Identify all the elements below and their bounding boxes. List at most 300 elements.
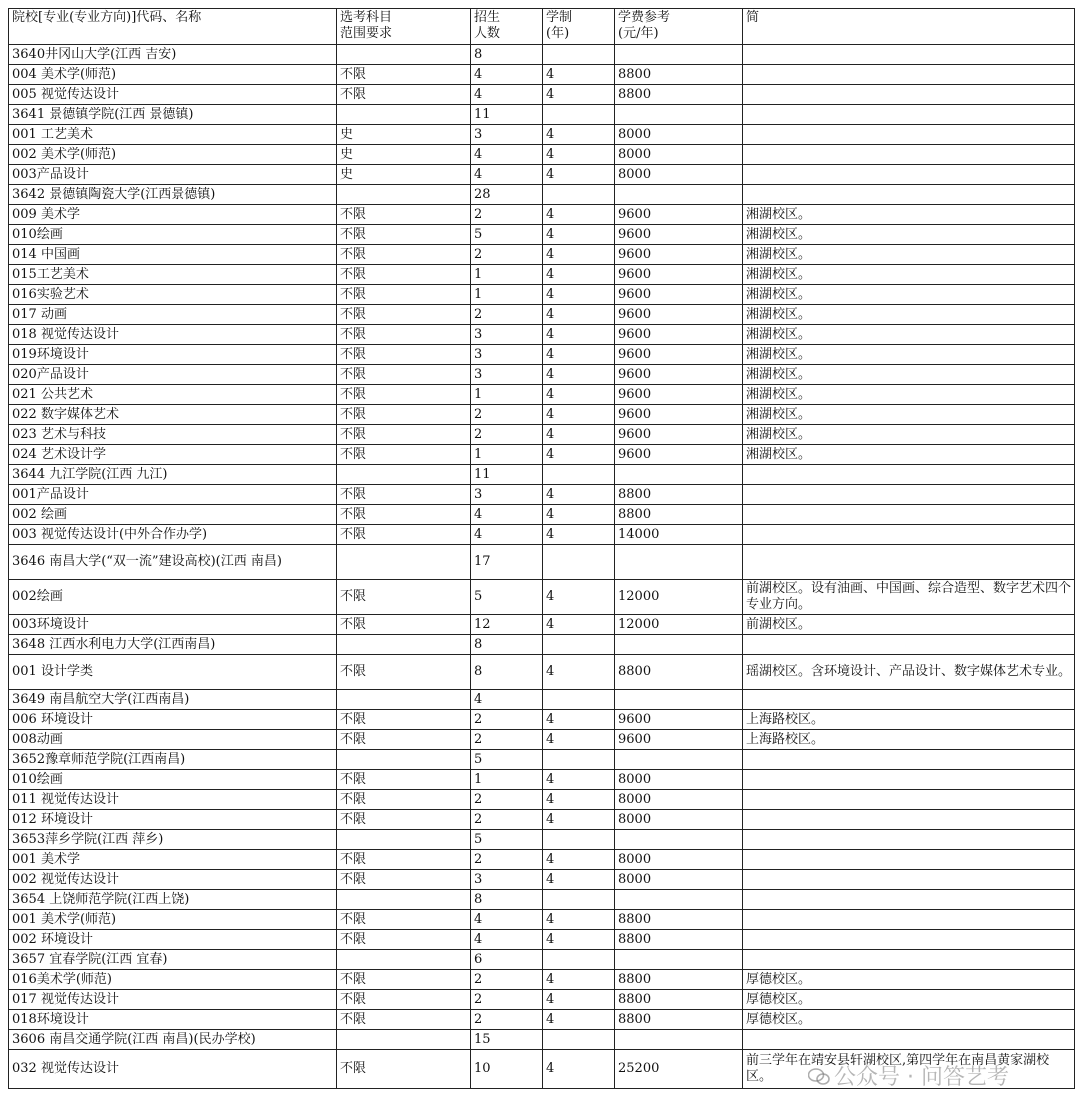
table-cell: 1: [471, 385, 543, 405]
table-cell: 4: [543, 145, 615, 165]
table-cell: 9600: [615, 385, 743, 405]
table-cell: 001产品设计: [9, 485, 337, 505]
table-cell: 不限: [337, 730, 471, 750]
header-text: 院校[专业(专业方向)]代码、名称: [12, 10, 202, 25]
table-cell: 不限: [337, 505, 471, 525]
table-cell: [543, 830, 615, 850]
table-cell: 3654 上饶师范学院(江西上饶): [9, 890, 337, 910]
table-cell: 9600: [615, 405, 743, 425]
table-cell: 4: [543, 990, 615, 1010]
table-cell: 不限: [337, 485, 471, 505]
table-cell: 8000: [615, 850, 743, 870]
table-cell: 不限: [337, 425, 471, 445]
table-cell: [615, 105, 743, 125]
table-cell: 4: [543, 385, 615, 405]
table-cell: [615, 635, 743, 655]
table-row: [9, 325, 1075, 345]
table-row: [9, 365, 1075, 385]
table-cell: 1: [471, 445, 543, 465]
table-cell: 4: [543, 1010, 615, 1030]
table-cell: [337, 545, 471, 580]
table-row: [9, 850, 1075, 870]
table-row: [9, 910, 1075, 930]
table-cell: 1: [471, 285, 543, 305]
table-cell: 4: [471, 690, 543, 710]
table-cell: 12000: [615, 580, 743, 615]
table-cell: 8000: [615, 125, 743, 145]
table-cell: 4: [543, 485, 615, 505]
table-cell: 017 视觉传达设计: [9, 990, 337, 1010]
table-cell: 8800: [615, 65, 743, 85]
table-cell: 4: [471, 85, 543, 105]
table-cell: 8000: [615, 790, 743, 810]
table-cell: 9600: [615, 365, 743, 385]
school-row: [9, 545, 1075, 580]
table-cell: 9600: [615, 730, 743, 750]
table-cell: 25200: [615, 1050, 743, 1089]
table-cell: 015工艺美术: [9, 265, 337, 285]
table-row: [9, 245, 1075, 265]
table-cell: [743, 525, 1075, 545]
table-cell: 018 视觉传达设计: [9, 325, 337, 345]
table-row: [9, 710, 1075, 730]
table-cell: 006 环境设计: [9, 710, 337, 730]
school-row: [9, 750, 1075, 770]
table-cell: 003产品设计: [9, 165, 337, 185]
table-cell: 001 工艺美术: [9, 125, 337, 145]
table-row: [9, 770, 1075, 790]
table-cell: 003环境设计: [9, 615, 337, 635]
table-cell: 4: [543, 525, 615, 545]
table-cell: 4: [543, 810, 615, 830]
table-cell: 8800: [615, 505, 743, 525]
table-cell: 4: [471, 910, 543, 930]
table-row: [9, 655, 1075, 690]
table-cell: 3: [471, 125, 543, 145]
table-cell: [615, 690, 743, 710]
table-cell: 不限: [337, 405, 471, 425]
table-cell: 9600: [615, 710, 743, 730]
table-cell: 不限: [337, 580, 471, 615]
table-cell: 不限: [337, 365, 471, 385]
table-cell: 003 视觉传达设计(中外合作办学): [9, 525, 337, 545]
table-cell: 4: [471, 165, 543, 185]
table-cell: 4: [543, 65, 615, 85]
table-cell: [337, 635, 471, 655]
table-cell: 002 美术学(师范): [9, 145, 337, 165]
table-cell: 湘湖校区。: [743, 425, 1075, 445]
table-cell: 8000: [615, 770, 743, 790]
table-cell: 湘湖校区。: [743, 225, 1075, 245]
table-cell: [743, 485, 1075, 505]
table-cell: 2: [471, 305, 543, 325]
table-cell: 11: [471, 465, 543, 485]
table-cell: 2: [471, 1010, 543, 1030]
table-cell: 不限: [337, 445, 471, 465]
watermark-text: 公众号 · 问答艺考: [834, 1065, 1009, 1090]
header-text: 范围要求: [340, 26, 393, 41]
admission-plan-table: [8, 8, 1075, 1089]
table-cell: 2: [471, 710, 543, 730]
table-cell: [337, 950, 471, 970]
table-cell: 不限: [337, 245, 471, 265]
table-cell: [337, 105, 471, 125]
table-cell: 不限: [337, 870, 471, 890]
table-cell: 012 环境设计: [9, 810, 337, 830]
table-cell: [337, 185, 471, 205]
table-cell: 002 视觉传达设计: [9, 870, 337, 890]
table-cell: [743, 465, 1075, 485]
table-cell: [743, 105, 1075, 125]
school-row: [9, 105, 1075, 125]
school-row: [9, 950, 1075, 970]
table-row: [9, 145, 1075, 165]
table-cell: [743, 790, 1075, 810]
table-row: [9, 205, 1075, 225]
table-cell: 不限: [337, 990, 471, 1010]
table-cell: 9600: [615, 205, 743, 225]
table-cell: 002绘画: [9, 580, 337, 615]
table-cell: 不限: [337, 385, 471, 405]
school-row: [9, 690, 1075, 710]
table-cell: 8: [471, 890, 543, 910]
table-cell: 4: [543, 770, 615, 790]
header-text: (年): [546, 26, 570, 41]
table-cell: 023 艺术与科技: [9, 425, 337, 445]
table-row: [9, 265, 1075, 285]
table-cell: 002 绘画: [9, 505, 337, 525]
table-cell: 不限: [337, 345, 471, 365]
table-cell: 4: [543, 365, 615, 385]
table-row: [9, 990, 1075, 1010]
table-cell: 12: [471, 615, 543, 635]
table-cell: [743, 545, 1075, 580]
table-row: [9, 870, 1075, 890]
table-cell: 4: [543, 505, 615, 525]
header-cell: [9, 9, 337, 45]
school-row: [9, 830, 1075, 850]
table-cell: 8000: [615, 145, 743, 165]
table-cell: 4: [543, 790, 615, 810]
table-cell: [743, 1030, 1075, 1050]
table-cell: 不限: [337, 930, 471, 950]
table-cell: 016美术学(师范): [9, 970, 337, 990]
header-text: 学费参考: [618, 10, 671, 25]
table-cell: 2: [471, 790, 543, 810]
table-row: [9, 790, 1075, 810]
table-row: [9, 930, 1075, 950]
table-cell: [337, 830, 471, 850]
table-cell: 8: [471, 45, 543, 65]
table-cell: 032 视觉传达设计: [9, 1050, 337, 1089]
table-cell: [543, 890, 615, 910]
table-cell: 4: [543, 285, 615, 305]
table-cell: [615, 45, 743, 65]
table-cell: 史: [337, 145, 471, 165]
school-row: [9, 465, 1075, 485]
table-row: [9, 285, 1075, 305]
table-cell: [543, 45, 615, 65]
table-cell: [743, 870, 1075, 890]
school-row: [9, 635, 1075, 655]
table-cell: 020产品设计: [9, 365, 337, 385]
table-cell: 4: [543, 205, 615, 225]
table-cell: 湘湖校区。: [743, 245, 1075, 265]
table-cell: 4: [471, 65, 543, 85]
header-text: 学制: [546, 10, 573, 25]
table-row: [9, 730, 1075, 750]
table-cell: 不限: [337, 205, 471, 225]
table-cell: [337, 890, 471, 910]
table-cell: 4: [543, 245, 615, 265]
table-cell: [615, 185, 743, 205]
table-cell: [615, 545, 743, 580]
header-cell: [615, 9, 743, 45]
table-row: [9, 810, 1075, 830]
header-cell: [337, 9, 471, 45]
table-cell: 9600: [615, 225, 743, 245]
table-cell: 17: [471, 545, 543, 580]
table-cell: 湘湖校区。: [743, 265, 1075, 285]
table-cell: 10: [471, 1050, 543, 1089]
table-row: [9, 970, 1075, 990]
table-cell: 8000: [615, 165, 743, 185]
table-cell: 8800: [615, 655, 743, 690]
table-row: [9, 615, 1075, 635]
table-cell: 不限: [337, 285, 471, 305]
table-cell: 4: [543, 425, 615, 445]
table-cell: 9600: [615, 305, 743, 325]
table-cell: 不限: [337, 305, 471, 325]
table-cell: 不限: [337, 655, 471, 690]
table-cell: [615, 830, 743, 850]
table-cell: 8800: [615, 930, 743, 950]
table-cell: [743, 65, 1075, 85]
table-cell: 5: [471, 580, 543, 615]
table-cell: 4: [543, 405, 615, 425]
table-cell: 4: [543, 850, 615, 870]
table-row: [9, 345, 1075, 365]
table-cell: 6: [471, 950, 543, 970]
table-cell: 不限: [337, 810, 471, 830]
table-cell: 8800: [615, 485, 743, 505]
table-cell: [543, 185, 615, 205]
table-cell: [743, 810, 1075, 830]
table-cell: 022 数字媒体艺术: [9, 405, 337, 425]
table-cell: 005 视觉传达设计: [9, 85, 337, 105]
table-cell: 4: [543, 265, 615, 285]
table-row: [9, 225, 1075, 245]
table-cell: 不限: [337, 325, 471, 345]
table-cell: 湘湖校区。: [743, 285, 1075, 305]
table-cell: 不限: [337, 225, 471, 245]
table-cell: 4: [471, 930, 543, 950]
table-cell: 上海路校区。: [743, 710, 1075, 730]
table-cell: 8: [471, 655, 543, 690]
table-cell: 1: [471, 770, 543, 790]
table-cell: 11: [471, 105, 543, 125]
table-cell: [743, 850, 1075, 870]
table-cell: [743, 145, 1075, 165]
table-cell: 009 美术学: [9, 205, 337, 225]
table-cell: 4: [543, 125, 615, 145]
header-cell: [743, 9, 1075, 45]
table-cell: 厚德校区。: [743, 970, 1075, 990]
table-cell: 4: [543, 870, 615, 890]
table-row: [9, 445, 1075, 465]
table-cell: [743, 750, 1075, 770]
table-cell: [543, 1030, 615, 1050]
table-cell: 3644 九江学院(江西 九江): [9, 465, 337, 485]
table-row: [9, 65, 1075, 85]
table-cell: 不限: [337, 790, 471, 810]
table-cell: 湘湖校区。: [743, 345, 1075, 365]
table-cell: [743, 950, 1075, 970]
table-cell: [615, 950, 743, 970]
table-cell: 019环境设计: [9, 345, 337, 365]
table-cell: 9600: [615, 265, 743, 285]
table-cell: 3642 景德镇陶瓷大学(江西景德镇): [9, 185, 337, 205]
table-row: [9, 580, 1075, 615]
table-cell: 湘湖校区。: [743, 365, 1075, 385]
table-cell: 3653萍乡学院(江西 萍乡): [9, 830, 337, 850]
table-cell: 史: [337, 165, 471, 185]
table-cell: [543, 690, 615, 710]
table-header: [9, 9, 1075, 45]
table-cell: 湘湖校区。: [743, 405, 1075, 425]
table-cell: 4: [543, 85, 615, 105]
table-cell: 4: [543, 305, 615, 325]
table-cell: 2: [471, 990, 543, 1010]
table-cell: 001 美术学(师范): [9, 910, 337, 930]
table-cell: 017 动画: [9, 305, 337, 325]
table-cell: [743, 830, 1075, 850]
table-cell: [337, 1030, 471, 1050]
table-cell: 3641 景德镇学院(江西 景德镇): [9, 105, 337, 125]
table-cell: 不限: [337, 265, 471, 285]
table-cell: 不限: [337, 65, 471, 85]
table-cell: 9600: [615, 245, 743, 265]
school-row: [9, 45, 1075, 65]
table-cell: 不限: [337, 85, 471, 105]
table-cell: [543, 105, 615, 125]
table-cell: 3606 南昌交通学院(江西 南昌)(民办学校): [9, 1030, 337, 1050]
table-cell: 不限: [337, 710, 471, 730]
table-cell: 010绘画: [9, 225, 337, 245]
table-cell: [743, 165, 1075, 185]
table-cell: 014 中国画: [9, 245, 337, 265]
table-cell: 002 环境设计: [9, 930, 337, 950]
table-cell: 14000: [615, 525, 743, 545]
table-cell: 4: [543, 580, 615, 615]
table-row: [9, 505, 1075, 525]
table-cell: 湘湖校区。: [743, 385, 1075, 405]
table-cell: 8000: [615, 870, 743, 890]
table-body: [9, 45, 1075, 1089]
header-text: 简: [746, 10, 760, 25]
table-cell: [337, 690, 471, 710]
table-cell: 4: [543, 1050, 615, 1089]
table-cell: 3: [471, 870, 543, 890]
table-cell: 不限: [337, 850, 471, 870]
table-cell: 3640井冈山大学(江西 吉安): [9, 45, 337, 65]
table-cell: 9600: [615, 445, 743, 465]
table-cell: [743, 635, 1075, 655]
table-cell: 4: [543, 225, 615, 245]
table-cell: 4: [543, 910, 615, 930]
table-cell: 011 视觉传达设计: [9, 790, 337, 810]
table-cell: 4: [543, 655, 615, 690]
table-cell: [543, 635, 615, 655]
table-cell: [743, 930, 1075, 950]
table-cell: [615, 890, 743, 910]
header-text: (元/年): [618, 26, 659, 41]
table-cell: 8800: [615, 85, 743, 105]
table-row: [9, 85, 1075, 105]
table-cell: 001 设计学类: [9, 655, 337, 690]
table-row: [9, 125, 1075, 145]
school-row: [9, 185, 1075, 205]
table-cell: 前湖校区。设有油画、中国画、综合造型、数字艺术四个专业方向。: [743, 580, 1075, 615]
table-cell: [543, 545, 615, 580]
table-cell: 2: [471, 205, 543, 225]
table-cell: 2: [471, 405, 543, 425]
table-cell: 8800: [615, 970, 743, 990]
table-cell: 4: [543, 710, 615, 730]
table-cell: 4: [543, 165, 615, 185]
table-cell: 不限: [337, 1010, 471, 1030]
table-cell: 上海路校区。: [743, 730, 1075, 750]
table-cell: 9600: [615, 345, 743, 365]
table-cell: 不限: [337, 615, 471, 635]
table-cell: 4: [543, 445, 615, 465]
table-cell: 12000: [615, 615, 743, 635]
table-cell: [615, 465, 743, 485]
table-row: [9, 425, 1075, 445]
table-cell: 4: [543, 930, 615, 950]
table-cell: 不限: [337, 1050, 471, 1089]
table-cell: 瑶湖校区。含环境设计、产品设计、数字媒体艺术专业。: [743, 655, 1075, 690]
table-cell: 湘湖校区。: [743, 445, 1075, 465]
table-cell: 3648 江西水利电力大学(江西南昌): [9, 635, 337, 655]
table-cell: 3: [471, 485, 543, 505]
table-cell: 001 美术学: [9, 850, 337, 870]
table-cell: 15: [471, 1030, 543, 1050]
table-row: [9, 165, 1075, 185]
table-cell: 不限: [337, 910, 471, 930]
table-cell: [743, 910, 1075, 930]
table-row: [9, 525, 1075, 545]
school-row: [9, 1030, 1075, 1050]
table-cell: 8800: [615, 1010, 743, 1030]
table-cell: 4: [471, 525, 543, 545]
table-row: [9, 1010, 1075, 1030]
table-cell: [337, 45, 471, 65]
table-cell: 湘湖校区。: [743, 325, 1075, 345]
table-cell: 024 艺术设计学: [9, 445, 337, 465]
table-cell: 不限: [337, 770, 471, 790]
table-cell: 2: [471, 850, 543, 870]
header-cell: [543, 9, 615, 45]
table-cell: 008动画: [9, 730, 337, 750]
header-text: 招生: [474, 10, 501, 25]
table-cell: 2: [471, 810, 543, 830]
table-cell: 28: [471, 185, 543, 205]
table-cell: 3: [471, 345, 543, 365]
table-cell: 3: [471, 325, 543, 345]
table-cell: 8000: [615, 810, 743, 830]
table-cell: [743, 85, 1075, 105]
